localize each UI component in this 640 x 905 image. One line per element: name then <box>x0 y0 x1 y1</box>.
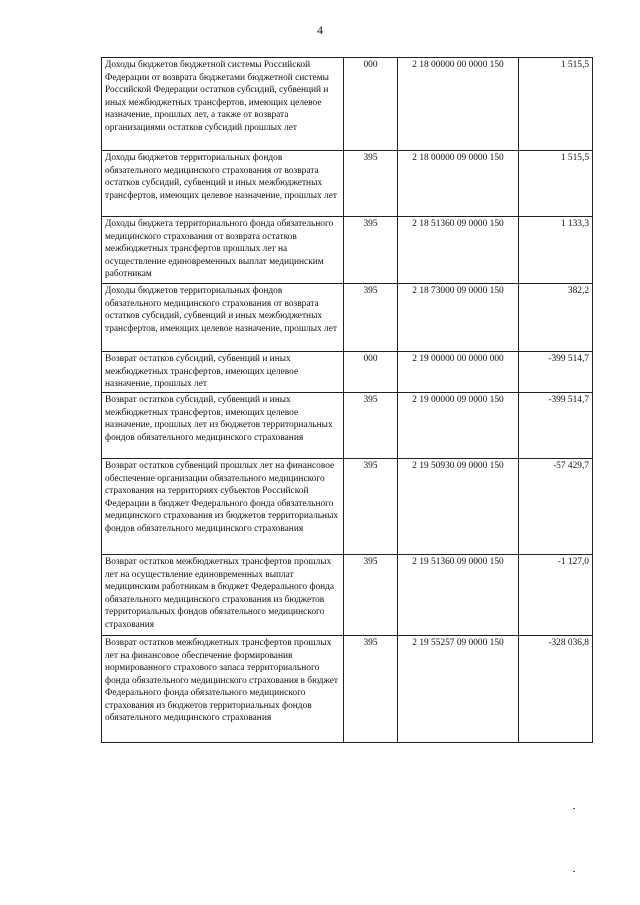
table-row <box>102 284 593 352</box>
table-row <box>102 555 593 636</box>
budget-income-table <box>101 57 593 743</box>
row-amount-cell: -399 514,7 <box>519 352 593 393</box>
row-name-cell: Доходы бюджетов бюджетной системы Российской Федерации от возврата бюджетами бюджетной системы Российской Федерации остатков субсидий, субвенций и иных межбюджетных трансфертов, имеющих целевое назначение, прошлых лет, а также от возврата организациями остатков субсидий прошлых лет <box>102 58 344 151</box>
row-amount-cell: 1 133,3 <box>519 217 593 284</box>
table-row <box>102 636 593 743</box>
row-amount-cell: -399 514,7 <box>519 393 593 459</box>
row-name-cell: Доходы бюджетов территориальных фондов обязательного медицинского страхования от возврата остатков субсидий, субвенций и иных межбюджетных трансфертов, имеющих целевое назначение, прошлых лет <box>102 284 344 352</box>
table-row <box>102 459 593 555</box>
row-admin-code-cell: 000 <box>344 352 398 393</box>
row-budget-code-cell: 2 18 00000 09 0000 150 <box>398 151 519 217</box>
row-amount-cell: 1 515,5 <box>519 58 593 151</box>
row-name-cell: Возврат остатков межбюджетных трансфертов прошлых лет на финансовое обеспечение формирования нормированного страхового запаса территориального фонда обязательного медицинского страхования в бюджет Федерального фонда обязательного медицинского страхования из бюджетов территориальных фондов обязательного медицинского страхования <box>102 636 344 743</box>
row-admin-code-cell: 395 <box>344 636 398 743</box>
row-name-cell: Доходы бюджета территориального фонда обязательного медицинского страхования от возврата остатков межбюджетных трансфертов прошлых лет на осуществление единовременных выплат медицинским работникам <box>102 217 344 284</box>
table-row <box>102 352 593 393</box>
row-budget-code-cell: 2 19 00000 00 0000 000 <box>398 352 519 393</box>
table-row <box>102 58 593 151</box>
row-amount-cell: 1 515,5 <box>519 151 593 217</box>
row-admin-code-cell: 395 <box>344 555 398 636</box>
row-budget-code-cell: 2 19 50930 09 0000 150 <box>398 459 519 555</box>
row-admin-code-cell: 395 <box>344 393 398 459</box>
row-admin-code-cell: 000 <box>344 58 398 151</box>
row-budget-code-cell: 2 19 51360 09 0000 150 <box>398 555 519 636</box>
scan-speck <box>573 808 575 809</box>
row-name-cell: Возврат остатков субсидий, субвенций и иных межбюджетных трансфертов, имеющих целевое назначение, прошлых лет <box>102 352 344 393</box>
row-amount-cell: -328 036,8 <box>519 636 593 743</box>
row-budget-code-cell: 2 18 51360 09 0000 150 <box>398 217 519 284</box>
row-name-cell: Доходы бюджетов территориальных фондов обязательного медицинского страхования от возврата остатков субсидий, субвенций и иных межбюджетных трансфертов, имеющих целевое назначение, прошлых лет <box>102 151 344 217</box>
row-name-cell: Возврат остатков межбюджетных трансфертов прошлых лет на осуществление единовременных выплат медицинским работникам в бюджет Федерального фонда обязательного медицинского страхования из бюджетов территориальных фондов обязательного медицинского страхования <box>102 555 344 636</box>
page-number: 4 <box>317 23 323 37</box>
row-name-cell: Возврат остатков субсидий, субвенций и иных межбюджетных трансфертов, имеющих целевое назначение, прошлых лет из бюджетов территориальных фондов обязательного медицинского страхования <box>102 393 344 459</box>
row-budget-code-cell: 2 18 00000 00 0000 150 <box>398 58 519 151</box>
row-budget-code-cell: 2 18 73000 09 0000 150 <box>398 284 519 352</box>
table-row <box>102 217 593 284</box>
row-amount-cell: -57 429,7 <box>519 459 593 555</box>
row-budget-code-cell: 2 19 55257 09 0000 150 <box>398 636 519 743</box>
row-budget-code-cell: 2 19 00000 09 0000 150 <box>398 393 519 459</box>
row-amount-cell: 382,2 <box>519 284 593 352</box>
row-amount-cell: -1 127,0 <box>519 555 593 636</box>
table-row <box>102 151 593 217</box>
scan-speck <box>573 871 575 872</box>
row-admin-code-cell: 395 <box>344 284 398 352</box>
row-admin-code-cell: 395 <box>344 459 398 555</box>
row-admin-code-cell: 395 <box>344 151 398 217</box>
row-admin-code-cell: 395 <box>344 217 398 284</box>
row-name-cell: Возврат остатков субвенций прошлых лет на финансовое обеспечение организации обязательного медицинского страхования на территориях субъектов Российской Федерации в бюджет Федерального фонда обязательного медицинского страхования из бюджетов территориальных фондов обязательного медицинского страхования <box>102 459 344 555</box>
table-row <box>102 393 593 459</box>
